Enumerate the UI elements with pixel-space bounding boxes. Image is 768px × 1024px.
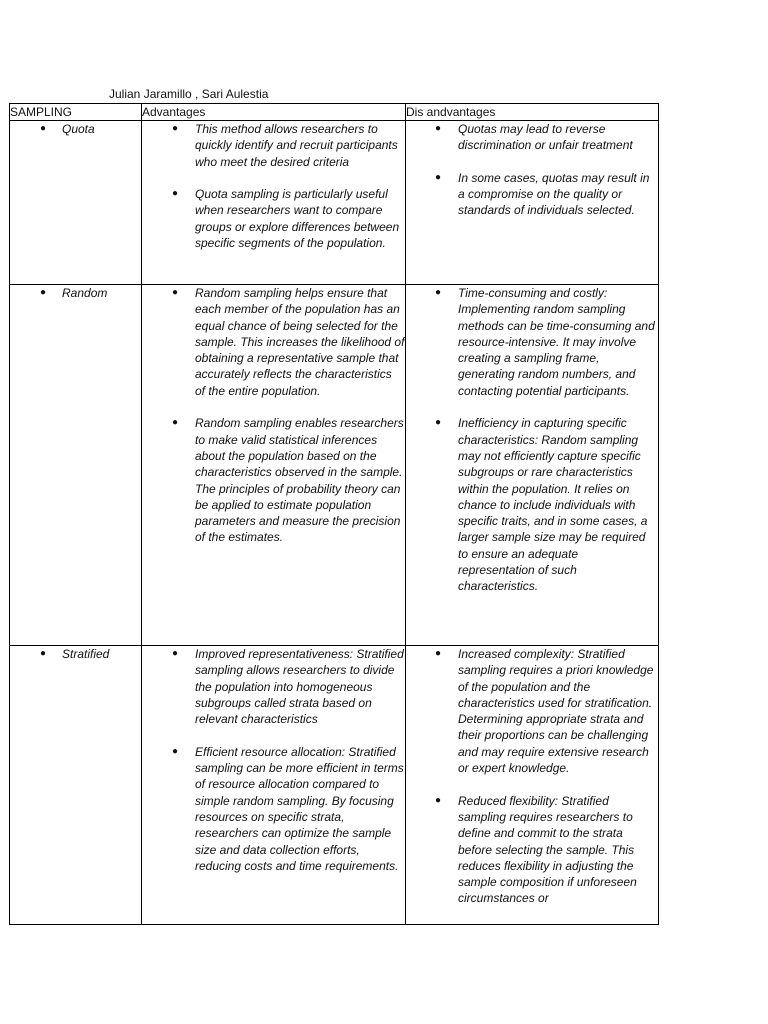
method-name: Random xyxy=(62,286,108,300)
sampling-table xyxy=(9,103,659,925)
list-item xyxy=(172,186,405,251)
bullet-icon: ● xyxy=(40,123,47,134)
header-advantages: Advantages xyxy=(142,104,406,121)
list-item xyxy=(172,121,405,170)
bullet-icon: ● xyxy=(435,171,442,183)
method-cell xyxy=(10,285,142,646)
item-text: In some cases, quotas may result in a compromise on the quality or standards of individuals selected. xyxy=(458,170,650,218)
item-text: This method allows researchers to quickly identify and recruit participants who meet the desired criteria xyxy=(195,122,398,169)
list-item xyxy=(172,415,405,545)
list-item xyxy=(172,285,405,399)
header-sampling: SAMPLING xyxy=(10,104,142,121)
bullet-icon: ● xyxy=(40,287,47,298)
advantages-cell xyxy=(142,646,406,925)
bullet-icon: ● xyxy=(40,648,47,659)
item-text: Random sampling helps ensure that each member of the population has an equal chance of being selected for the sample. This increases the likelihood of obtaining a representative sample that accurately reflects the characteristics of the entire population. xyxy=(195,286,405,398)
bullet-icon: ● xyxy=(172,648,179,659)
list-item xyxy=(172,646,405,727)
item-text: Quota sampling is particularly useful when researchers want to compare groups or explore differences between specific segments of the population. xyxy=(195,187,400,251)
advantages-cell xyxy=(142,121,406,285)
bullet-icon: ● xyxy=(172,745,179,757)
header-disadvantages: Dis andvantages xyxy=(406,104,659,121)
item-text: Quotas may lead to reverse discrimination or unfair treatment xyxy=(458,122,633,153)
advantages-cell xyxy=(142,285,406,646)
bullet-icon: ● xyxy=(172,188,179,200)
disadvantages-cell xyxy=(406,646,659,925)
method-name: Stratified xyxy=(62,647,110,661)
list-item xyxy=(435,415,658,594)
bullet-icon: ● xyxy=(435,417,442,429)
table-row-stratified xyxy=(10,646,659,925)
table-row-quota xyxy=(10,121,659,285)
method-cell xyxy=(10,646,142,925)
item-text: Random sampling enables researchers to make valid statistical inferences about the population based on the characteristics observed in the sample. The principles of probability theory can be applied to estimate population parameters and measure the precision of the estimates. xyxy=(195,416,404,545)
bullet-icon: ● xyxy=(172,417,179,429)
method-cell xyxy=(10,121,142,285)
item-text: Reduced flexibility: Stratified sampling requires researchers to define and commit to the strata before selecting the sample. This reduces flexibility in adjusting the sample composition if unforeseen circumstances or xyxy=(458,793,637,906)
bullet-icon: ● xyxy=(172,287,179,298)
item-text: Improved representativeness: Stratified sampling allows researchers to divide the population into homogeneous subgroups called strata based on relevant characteristics xyxy=(195,647,404,727)
authors-line: Julian Jaramillo , Sari Aulestia xyxy=(109,87,269,101)
bullet-icon: ● xyxy=(172,123,179,134)
list-item xyxy=(435,121,658,154)
list-item xyxy=(435,793,658,907)
disadvantages-cell xyxy=(406,121,659,285)
header-row xyxy=(10,104,659,121)
disadvantages-cell xyxy=(406,285,659,646)
list-item xyxy=(435,285,658,399)
item-text: Time-consuming and costly: Implementing random sampling methods can be time-consuming and resource-intensive. It may involve creating a sampling frame, generating random numbers, and contacting potential participants. xyxy=(458,286,655,398)
item-text: Efficient resource allocation: Stratified sampling can be more efficient in terms of resource allocation compared to simple random sampling. By focusing resources on specific strata, researchers can optimize the sample size and data collection efforts, reducing costs and time requirements. xyxy=(195,744,404,873)
item-text: Increased complexity: Stratified sampling requires a priori knowledge of the population and the characteristics used for stratification. Determining appropriate strata and their proportions can be challenging and may require extensive research or expert knowledge. xyxy=(458,647,654,776)
item-text: Inefficiency in capturing specific characteristics: Random sampling may not efficiently capture specific subgroups or rare characteristics within the population. It relies on chance to include individuals with specific traits, and in some cases, a larger sample size may be required to ensure an adequate representation of such characteristics. xyxy=(458,416,648,594)
bullet-icon: ● xyxy=(435,287,442,298)
list-item xyxy=(435,170,658,219)
list-item xyxy=(172,744,405,874)
table-row-random xyxy=(10,285,659,646)
list-item xyxy=(435,646,658,776)
bullet-icon: ● xyxy=(435,794,442,806)
bullet-icon: ● xyxy=(435,648,442,659)
method-name: Quota xyxy=(62,122,95,136)
bullet-icon: ● xyxy=(435,123,442,134)
